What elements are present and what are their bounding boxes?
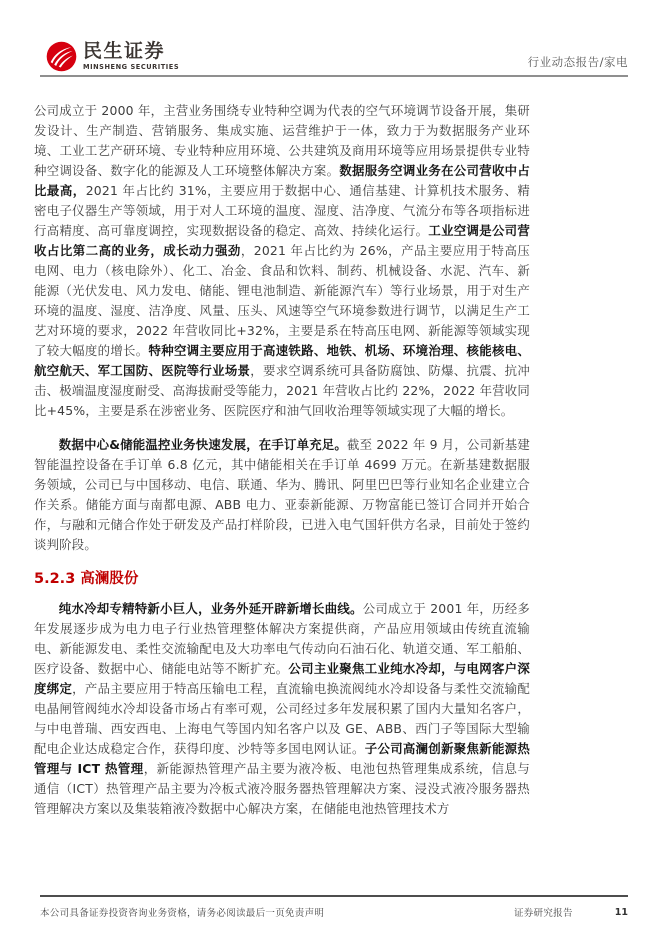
page-number: 11 — [614, 906, 628, 918]
paragraph — [34, 101, 530, 421]
paragraph — [34, 435, 530, 555]
text-run: ，产品主要应用于特高压输电工程，直流输电换流阀纯水冷却设备与柔性交流输配电晶闸管阀纯水冷却设备市场占有率可观，公司经过多年发展积累了国内大量知名客户，与中电普瑞、西安西电、上海电气等国内知名客户以及 GE、ABB、西门子等国际大型输配电企业达成稳定合作，获得印度、沙特等多国电网认证。 — [34, 681, 530, 756]
minsheng-logo-icon — [46, 41, 77, 72]
brand-text — [83, 41, 179, 71]
footer-disclaimer: 本公司具备证券投资咨询业务资格，请务必阅读最后一页免责声明 — [40, 908, 325, 919]
page-header — [0, 0, 668, 77]
bold-run: 特种空调主要应用于高速铁路、地铁、机场、环境治理、核能核电、航空航天、军工国防、医院等行业场景 — [34, 343, 530, 378]
text-run: ，2021 年占比约为 26%，产品主要应用于特高压电网、电力（核电除外）、化工、冶金、食品和饮料、制药、机械设备、水泥、汽车、新能源（光伏发电、风力发电、储能、锂电池制造、新能源汽车）等行业场景，用于对生产环境的温度、湿度、洁净度、风量、压头、风速等空气环境参数进行调节，以满足生产工艺对环境的要求，2022 年营收同比+32%，主要是系在特高压电网、新能源等领域实现了较大幅度的增长。 — [34, 243, 530, 358]
text-run: ，要求空调系统可具备防腐蚀、防爆、抗震、抗冲击、极端温度湿度耐受、高海拔耐受等能力，2021 年营收占比约 22%，2022 年营收同比+45%，主要是系在涉密业务、医院医疗和油气回收治理等领域实现了大幅的增长。 — [34, 363, 530, 418]
section-heading: 5.2.3 高澜股份 — [34, 571, 139, 587]
brand-name-cn: 民生证券 — [83, 40, 166, 62]
text-run: 2021 年占比约 31%，主要应用于数据中心、通信基建、计算机技术服务、精密电子仪器生产等领域，用于对人工环境的温度、湿度、洁净度、气流分布等各项指标进行高精度、高可靠度调控，实现数据设备的稳定、高效、持续化运行。 — [34, 183, 530, 238]
report-category-label: 行业动态报告/家电 — [527, 55, 628, 69]
brand-logo — [46, 41, 179, 72]
page-footer — [40, 905, 628, 921]
bold-run: 公司主业聚焦工业纯水冷却，与电网客户深度绑定 — [34, 661, 530, 696]
bold-run: 子公司高澜创新聚焦新能源热管理与 ICT 热管理 — [34, 741, 530, 776]
paragraph — [34, 599, 530, 819]
document-body — [34, 101, 530, 833]
bold-run: 数据服务空调业务在公司营收中占比最高， — [34, 163, 530, 198]
bold-run: 数据中心&储能温控业务快速发展，在手订单充足。 — [58, 437, 347, 452]
text-run: 公司成立于 2001 年，历经多年发展逐步成为电力电子行业热管理整体解决方案提供商，产品应用领域由传统直流输电、新能源发电、柔性交流输配电及大功率电气传动向石油石化、轨道交通、军工船舶、医疗设备、数据中心、储能电站等不断扩充。 — [34, 601, 530, 676]
footer-report-label: 证券研究报告 — [513, 908, 573, 919]
text-run: ，新能源热管理产品主要为液冷板、电池包热管理集成系统，信息与通信（ICT）热管理产品主要为冷板式液冷服务器热管理解决方案、浸没式液冷服务器热管理解决方案以及集装箱液冷数据中心解决方案，在储能电池热管理技术方 — [34, 761, 531, 816]
text-run: 公司成立于 2000 年，主营业务围绕专业特种空调为代表的空气环境调节设备开展，集研发设计、生产制造、营销服务、集成实施、运营维护于一体，致力于为数据服务产业环境、工业工艺产研环境、专业特种应用环境、公共建筑及商用环境等应用场景提供专业特种空调设备、数字化的能源及人工环境整体解决方案。 — [34, 103, 530, 178]
footer-right-group — [514, 905, 628, 919]
bold-run: 纯水冷却专精特新小巨人，业务外延开辟新增长曲线。 — [58, 601, 363, 616]
brand-name-en: MINSHENG SECURITIES — [83, 63, 180, 71]
footer-divider — [40, 895, 628, 897]
header-divider — [40, 75, 628, 77]
bold-run: 工业空调是公司营收占比第二高的业务，成长动力强劲 — [34, 223, 530, 258]
text-run: 截至 2022 年 9 月，公司新基建智能温控设备在手订单 6.8 亿元，其中储能相关在手订单 4699 万元。在新基建数据服务领域，公司已与中国移动、电信、联通、华为、腾讯、阿里巴巴等行业知名企业建立合作关系。储能方面与南都电源、ABB 电力、亚泰新能源、万物富能已签订合同并开始合作，与融和元储合作处于研发及产品打样阶段，已进入电气国轩供方名录，目前处于签约谈判阶段。 — [34, 437, 530, 552]
